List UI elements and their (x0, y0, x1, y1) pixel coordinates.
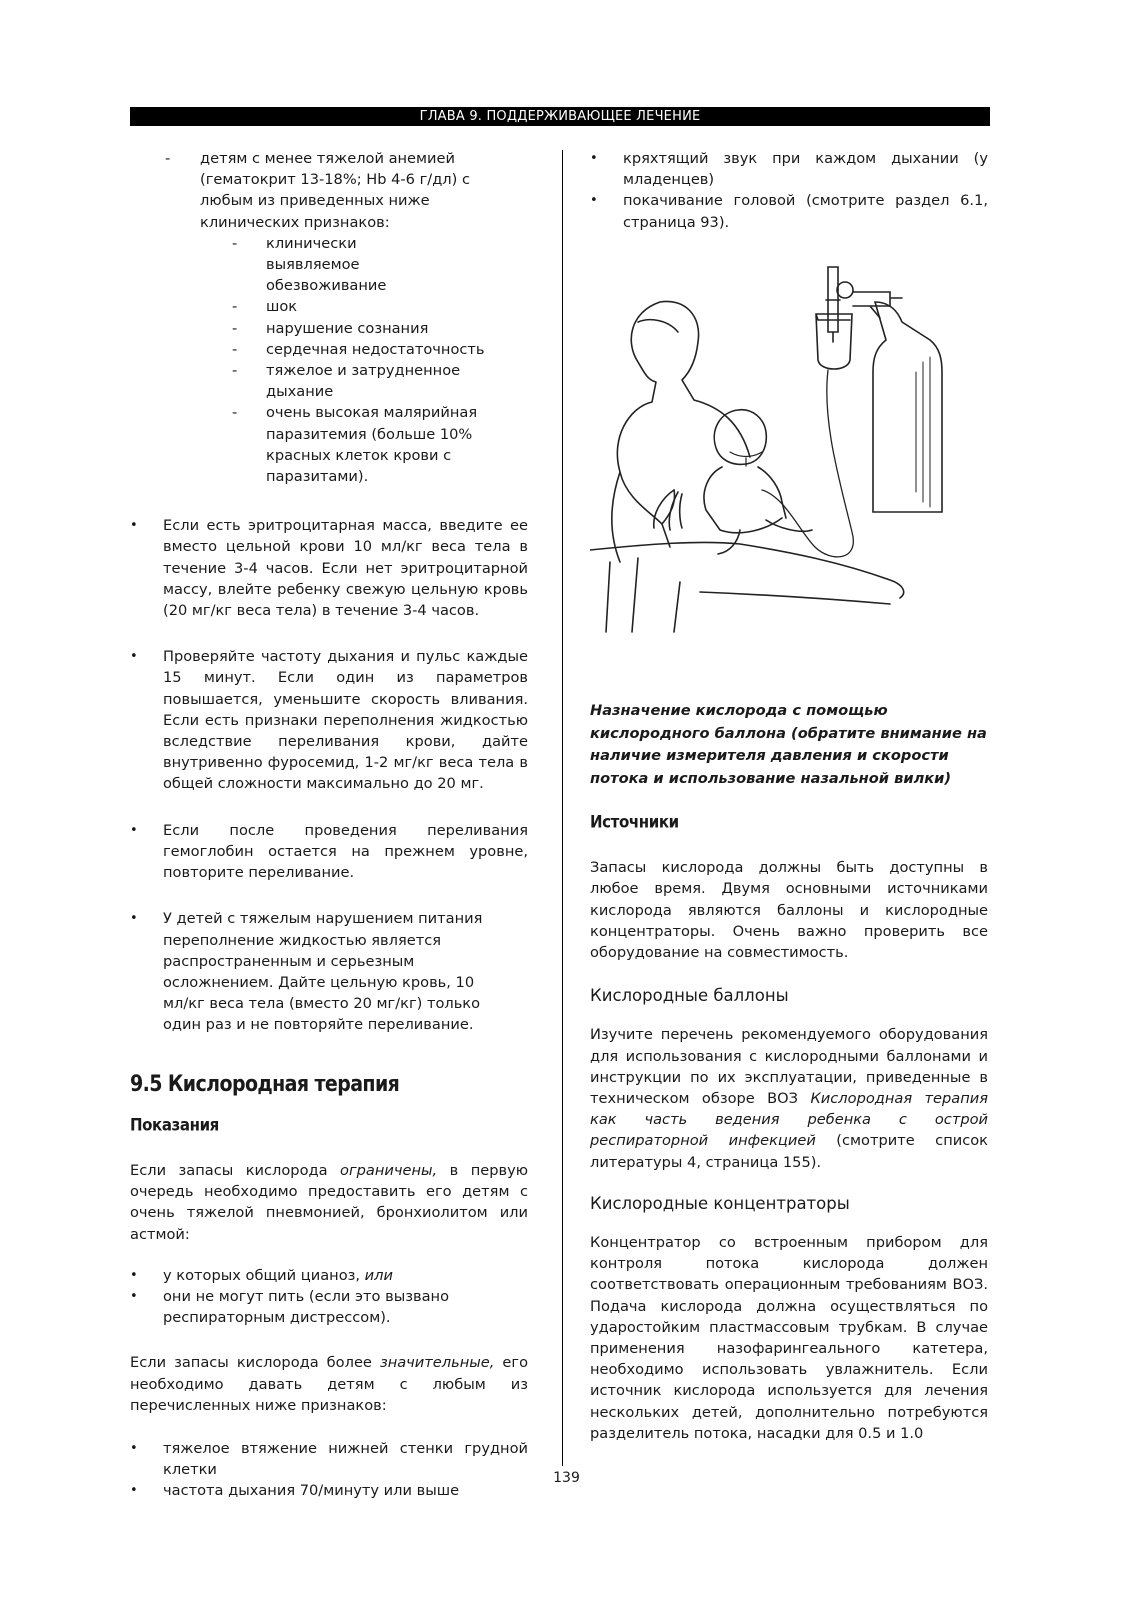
concentrators-title: Кислородные концентраторы (590, 1193, 850, 1213)
sub-item-text: очень высокая малярийная паразитемия (больше 10% красных клеток крови с паразитами). (266, 404, 478, 486)
sub-item (130, 339, 520, 360)
column-divider (562, 150, 563, 1466)
cylinders-title: Кислородные баллоны (590, 986, 789, 1006)
chapter-header: ГЛАВА 9. ПОДДЕРЖИВАЮЩЕЕ ЛЕЧЕНИЕ (130, 107, 990, 126)
bullet-text: они не могут пить (если это вызвано респираторным дистрессом). (163, 1287, 450, 1327)
sub-item-text: нарушение сознания (266, 319, 429, 337)
bullet-text: Если есть эритроцитарная масса, введите ее вместо цельной крови 10 мл/кг веса тела в течение 3-4 часов. Если нет эритроцитарной массу, влейте ребенку свежую цельную кровь (20 мг/кг веса тела) в течение 3-4 часов. (163, 517, 528, 620)
dash-mark: - (232, 340, 238, 358)
emphasis: значительные, (379, 1354, 495, 1372)
emphasis: ограничены, (340, 1161, 438, 1179)
bullet-mark: • (590, 193, 598, 209)
text: Если запасы кислорода более (130, 1354, 380, 1372)
bullet-mark: • (130, 649, 138, 665)
dash-mark: - (232, 404, 238, 422)
bullet-mark: • (130, 911, 138, 927)
dash-mark: - (232, 319, 238, 337)
cylinder-hatching (916, 357, 930, 507)
dash-item-text: детям с менее тяжелой анемией (гематокрит 13-18%; Hb 4-6 г/дл) с любым из приведенных ниже клинических признаков: (200, 150, 470, 231)
dash-mark: - (232, 234, 238, 252)
text: у которых общий цианоз, (163, 1266, 365, 1284)
oxygen-tubing (762, 370, 853, 557)
bullet-text: Проверяйте частоту дыхания и пульс каждые 15 минут. Если один из параметров повышается, уменьшите скорость вливания. Если есть признаки переполнения жидкостью вследствие переливания крови, дайте внутривенно фуросемид, 1-2 мг/кг веса тела в общей сложности максимально до 20 мг. (163, 648, 528, 793)
emphasis: или (364, 1266, 393, 1284)
dash-mark: - (232, 298, 238, 316)
bullet-text (163, 1265, 528, 1286)
sub-item-text: сердечная недостаточность (266, 340, 485, 358)
bullet-text: тяжелое втяжение нижней стенки грудной клетки (163, 1439, 528, 1479)
indications-title: Показания (130, 1114, 219, 1135)
text: в первую очередь необходимо предоставить его детям с очень тяжелой пневмонией, бронхиолитом или астмой: (130, 1161, 529, 1243)
figure-caption: Назначение кислорода с помощью кислородного баллона (обратите внимание на наличие измерителя давления и скорости потока и использование назальной вилки) (590, 702, 987, 787)
bullet-item (130, 1286, 473, 1328)
regulator (853, 292, 902, 318)
paragraph: Концентратор со встроенным прибором для контроля потока кислорода должен соответствовать операционным требованиям ВОЗ. Подача кислорода должна осуществляться по ударостойким пластмассовым трубкам. В случае применения назофарингеального катетера, необходимо использовать увлажнитель. Если источник кислорода используется для лечения нескольких детей, дополнительно потребуются разделитель потока, насадки для 0.5 и 1.0 (590, 1234, 988, 1442)
mother-hand (654, 490, 682, 530)
section-title: 9.5 Кислородная терапия (130, 1070, 400, 1097)
oxygen-cylinder (873, 302, 942, 512)
text: Если запасы кислорода (130, 1161, 341, 1179)
text: Изучите перечень рекомендуемого оборудования для использования с кислородными баллонами и инструкции по их эксплуатации, приведенные в техническом обзоре ВОЗ (590, 1026, 988, 1108)
sub-item (130, 318, 520, 339)
bullet-item (590, 148, 988, 190)
bullet-mark: • (130, 1267, 138, 1283)
sub-item-text: шок (266, 298, 298, 316)
paragraph: Запасы кислорода должны быть доступны в любое время. Двумя основными источниками кислорода являются баллоны и кислородные концентраторы. Очень важно проверить все оборудование на совместимость. (590, 859, 988, 962)
right-column (590, 148, 988, 233)
bullet-mark: • (590, 151, 598, 166)
right-column-lower (590, 700, 988, 1444)
bullet-mark: • (130, 1483, 138, 1499)
paragraph (130, 1352, 528, 1416)
bullet-item (590, 190, 988, 232)
bullet-text: покачивание головой (смотрите раздел 6.1, страница 93). (623, 192, 988, 231)
bullet-item (130, 646, 528, 794)
pressure-gauge-icon (837, 282, 853, 298)
dash-mark: - (232, 362, 238, 380)
humidifier-bottle (816, 314, 852, 369)
page-number: 139 (553, 1470, 580, 1486)
sources-title: Источники (590, 811, 679, 833)
sub-item (130, 360, 520, 402)
bullet-mark: • (130, 1440, 138, 1456)
bullet-text: У детей с тяжелым нарушением питания переполнение жидкостью является распространенным и серьезным осложнением. Дайте цельную кровь, 10 мл/кг веса тела (вместо 20 мг/кг) только один раз и не повторяйте переливание. (163, 910, 483, 1034)
sub-item-text: клинически выявляемое обезвоживание (266, 234, 387, 295)
oxygen-therapy-illustration (590, 262, 950, 642)
paragraph (590, 1024, 988, 1172)
bullet-mark: • (130, 518, 138, 534)
bullet-item (130, 515, 528, 621)
emphasis: Кислородная терапия как часть ведения ребенка с острой респираторной инфекцией (590, 1090, 988, 1150)
bullet-text: кряхтящий звук при каждом дыхании (у младенцев) (623, 150, 988, 189)
bullet-item (130, 820, 528, 884)
dash-item (130, 148, 490, 233)
sub-item (130, 296, 520, 317)
bullet-mark: • (130, 1288, 138, 1304)
bullet-text: частота дыхания 70/минуту или выше (163, 1482, 460, 1500)
bed-outline (590, 542, 904, 632)
flowmeter (826, 267, 840, 342)
text: (смотрите список литературы 4, страница 155). (590, 1132, 988, 1171)
sub-item (130, 233, 446, 297)
bullet-item (130, 908, 493, 1035)
left-column (130, 148, 528, 1502)
dash-mark: - (165, 150, 171, 167)
sub-list (130, 233, 520, 487)
bullet-item (130, 1265, 528, 1286)
baby-figure (704, 410, 812, 554)
text: его необходимо давать детям с любым из перечисленных ниже признаков: (130, 1354, 528, 1414)
sub-item-text: тяжелое и затрудненное дыхание (266, 362, 461, 401)
paragraph (130, 1160, 528, 1245)
bullet-text: Если после проведения переливания гемоглобин остается на прежнем уровне, повторите переливание. (163, 821, 528, 882)
bullet-mark: • (130, 822, 138, 838)
sub-item (130, 402, 481, 487)
